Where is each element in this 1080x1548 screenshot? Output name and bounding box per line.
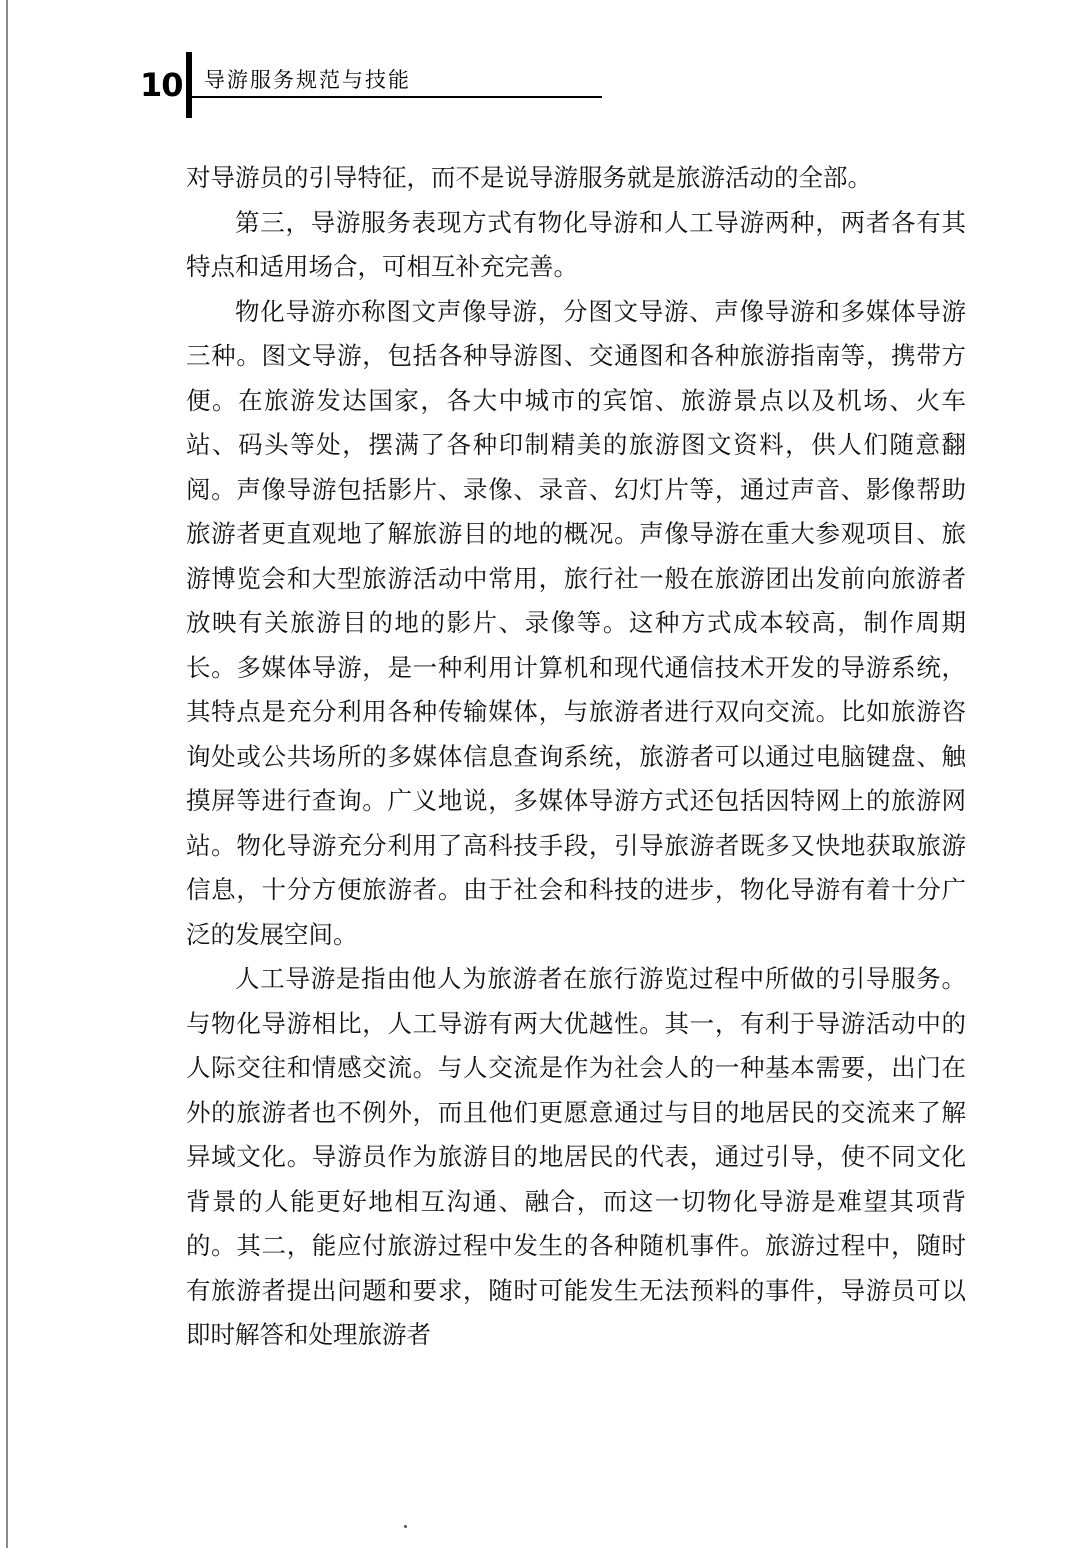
paragraph-4: 人工导游是指由他人为旅游者在旅行游览过程中所做的引导服务。与物化导游相比，人工导游有两大优越性。其一，有利于导游活动中的人际交往和情感交流。与人交流是作为社会人的一种基本需要，出门在外的旅游者也不例外，而且他们更愿意通过与目的地居民的交流来了解异域文化。导游员作为旅游目的地居民的代表，通过引导，使不同文化背景的人能更好地相互沟通、融合，而这一切物化导游是难望其项背的。其二，能应付旅游过程中发生的各种随机事件。旅游过程中，随时有旅游者提出问题和要求，随时可能发生无法预料的事件，导游员可以即时解答和处理旅游者 xyxy=(186,964,966,1349)
header-rule xyxy=(192,96,602,98)
page-number: 10 xyxy=(140,66,183,104)
body-text xyxy=(186,156,966,1358)
book-title: 导游服务规范与技能 xyxy=(204,68,411,92)
scan-speck xyxy=(404,1525,407,1528)
paragraph-1: 对导游员的引导特征，而不是说导游服务就是旅游活动的全部。 xyxy=(186,163,872,192)
page-edge-rule xyxy=(6,0,8,1548)
paragraph-3: 物化导游亦称图文声像导游，分图文导游、声像导游和多媒体导游三种。图文导游，包括各种导游图、交通图和各种旅游指南等，携带方便。在旅游发达国家，各大中城市的宾馆、旅游景点以及机场、火车站、码头等处，摆满了各种印制精美的旅游图文资料，供人们随意翻阅。声像导游包括影片、录像、录音、幻灯片等，通过声音、影像帮助旅游者更直观地了解旅游目的地的概况。声像导游在重大参观项目、旅游博览会和大型旅游活动中常用，旅行社一般在旅游团出发前向旅游者放映有关旅游目的地的影片、录像等。这种方式成本较高，制作周期长。多媒体导游，是一种利用计算机和现代通信技术开发的导游系统，其特点是充分利用各种传输媒体，与旅游者进行双向交流。比如旅游咨询处或公共场所的多媒体信息查询系统，旅游者可以通过电脑键盘、触摸屏等进行查询。广义地说，多媒体导游方式还包括因特网上的旅游网站。物化导游充分利用了高科技手段，引导旅游者既多又快地获取旅游信息，十分方便旅游者。由于社会和科技的进步，物化导游有着十分广泛的发展空间。 xyxy=(186,296,966,949)
paragraph-2: 第三，导游服务表现方式有物化导游和人工导游两种，两者各有其特点和适用场合，可相互补充完善。 xyxy=(186,207,966,281)
header-vertical-bar xyxy=(186,52,192,118)
running-header xyxy=(140,52,610,122)
